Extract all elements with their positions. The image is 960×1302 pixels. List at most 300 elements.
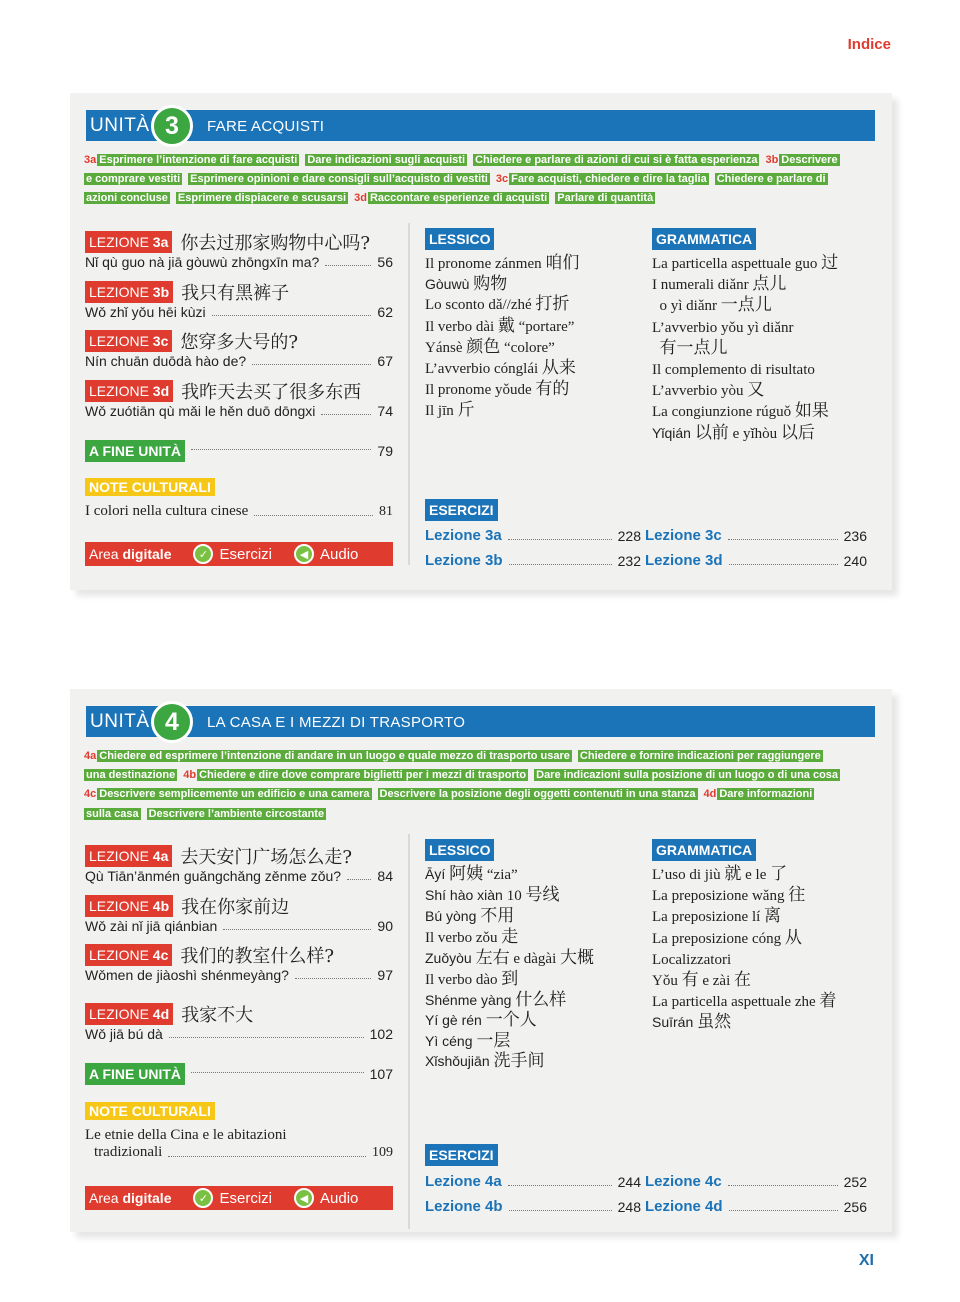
- lesson-code: 3c: [495, 173, 509, 186]
- grammatica-items: [652, 864, 836, 1033]
- esercizi-button[interactable]: [193, 1188, 272, 1208]
- fine-unita-entry[interactable]: [85, 440, 393, 462]
- esercizi-label: Esercizi: [219, 1189, 272, 1207]
- lesson-chinese-title: 我们的教室什么样?: [180, 946, 335, 967]
- term-text: La congiunzione rúguǒ: [652, 404, 795, 421]
- dot-leader: [508, 1185, 612, 1186]
- term-text: Āyí: [425, 866, 450, 882]
- area-digitale-label: [89, 546, 171, 562]
- note-culturali-tag: NOTE CULTURALI: [85, 478, 215, 496]
- objective-item: Descrivere la posizione degli oggetti contenuti in una stanza: [379, 788, 696, 801]
- objective-item: Esprimere opinioni e dare consigli sull’acquisto di vestiti: [190, 173, 488, 186]
- esercizi-lesson-label: Lezione 3c: [645, 527, 722, 544]
- lesson-tag: [85, 845, 172, 867]
- chinese-term: 阿姨: [449, 864, 484, 884]
- objective-item: Esprimere l’intenzione di fare acquisti: [99, 154, 298, 166]
- area-digitale-bar: [85, 1186, 393, 1210]
- note-text: tradizionali: [94, 1144, 163, 1160]
- term-text: Shénme yàng: [425, 992, 516, 1009]
- lesson-entry[interactable]: [85, 944, 393, 983]
- unit-title: FARE ACQUISTI: [207, 118, 325, 135]
- lesson-code: 3b: [765, 154, 779, 166]
- dot-leader: [295, 978, 372, 979]
- term-text: Xǐshǒujiān: [425, 1052, 494, 1069]
- objective-item: Descrivere semplicemente un edificio e una camera: [99, 788, 370, 801]
- objective-item: Raccontare esperienze di acquisti: [369, 192, 548, 205]
- esercizi-lesson-link[interactable]: [425, 522, 641, 544]
- lessico-item: [425, 948, 594, 969]
- objective-item: Parlare di quantità: [557, 192, 654, 205]
- esercizi-page: 240: [843, 553, 867, 569]
- lesson-tag: [85, 380, 173, 402]
- objectives-line: [84, 170, 879, 189]
- lesson-entry[interactable]: [85, 1003, 393, 1042]
- lesson-tag-prefix: LEZIONE: [89, 947, 153, 963]
- lesson-tag-prefix: LEZIONE: [89, 848, 153, 864]
- lesson-chinese-title: 你去过那家购物中心吗?: [180, 233, 371, 254]
- unit-header-band: [86, 110, 875, 141]
- esercizi-lesson-link[interactable]: [645, 1168, 867, 1190]
- grammatica-item: [652, 253, 838, 274]
- term-text: I numerali diǎnr: [652, 277, 753, 294]
- esercizi-lesson-label: Lezione 3a: [425, 527, 502, 544]
- unit-number-badge: 4: [151, 701, 193, 743]
- esercizi-lesson-label: Lezione 3b: [425, 552, 503, 569]
- term-text: Il verbo dào: [425, 972, 502, 989]
- lesson-tag-code: 4a: [152, 848, 169, 864]
- lesson-tag: [85, 281, 173, 303]
- lesson-title-row: [85, 330, 393, 352]
- lesson-pinyin-row: [85, 304, 393, 320]
- lessico: [425, 839, 594, 1071]
- lesson-tag-prefix: LEZIONE: [89, 284, 153, 300]
- fine-unita-page: 107: [369, 1066, 393, 1082]
- esercizi-page: 248: [617, 1199, 641, 1215]
- dot-leader: [728, 539, 838, 540]
- grammatica: [652, 228, 838, 444]
- grammatica-item: [652, 970, 836, 991]
- esercizi-lesson-link[interactable]: [645, 1193, 867, 1215]
- unit-3-card: [70, 93, 892, 590]
- area-digitale-bar: [85, 542, 393, 566]
- page-number: XI: [858, 1252, 874, 1269]
- grammatica-item: [652, 864, 836, 885]
- lesson-title-row: [85, 895, 393, 917]
- chinese-term: 就: [724, 864, 742, 884]
- note-culturali-page: 109: [372, 1145, 393, 1160]
- esercizi-page: 244: [617, 1174, 641, 1190]
- dot-leader: [508, 539, 612, 540]
- unit-header-band: [86, 706, 875, 737]
- note-culturali-line: [85, 1144, 393, 1161]
- index-header: Indice: [847, 36, 891, 53]
- term-text: Yì céng: [425, 1032, 477, 1049]
- grammatica-item: [652, 380, 838, 401]
- dot-leader: [509, 564, 612, 565]
- objective-item: e comprare vestiti: [86, 173, 181, 186]
- grammatica-item: [652, 1012, 836, 1032]
- objective-item: Dare indicazioni sugli acquisti: [307, 154, 466, 166]
- objective-item: Fare acquisti, chiedere e dire la taglia: [511, 173, 707, 186]
- lesson-tag-code: 3b: [152, 284, 170, 300]
- note-culturali-line: [85, 503, 393, 520]
- grammatica-item: [652, 991, 836, 1012]
- chinese-term: 斤: [457, 400, 475, 421]
- term-text: Il verbo zǒu: [425, 929, 502, 946]
- term-text: La preposizione cóng: [652, 930, 785, 947]
- objective-item: Dare indicazioni sulla posizione di un luogo o di una cosa: [536, 769, 839, 782]
- chinese-term: 有的: [535, 379, 570, 400]
- note-text: Le etnie della Cina e le abitazioni: [85, 1127, 287, 1143]
- lesson-code: 4d: [703, 788, 717, 801]
- checkmark-icon: ✓: [193, 1188, 213, 1208]
- grammatica-item: [652, 295, 838, 316]
- lessico-item: [425, 379, 579, 400]
- audio-label: Audio: [320, 545, 359, 563]
- lessico-items: [425, 253, 579, 422]
- note-culturali-tag: NOTE CULTURALI: [85, 1102, 215, 1120]
- term-text: Yí gè rén: [425, 1012, 486, 1029]
- lesson-page: 84: [377, 868, 393, 884]
- chinese-term: 走: [501, 926, 519, 947]
- term-text: Il verbo dài: [425, 318, 498, 335]
- chinese-term: 颜色: [466, 336, 501, 357]
- objective-item: Chiedere e parlare di azioni di cui si è fatta esperienza: [475, 154, 758, 166]
- grammatica-item: [652, 317, 838, 338]
- lessico-item: [425, 906, 594, 926]
- chinese-term: 从: [784, 927, 802, 948]
- lesson-title-row: [85, 380, 393, 402]
- audio-button[interactable]: [294, 1188, 358, 1208]
- chinese-term: 戴: [497, 315, 515, 336]
- area-digitale-label: [89, 1190, 171, 1206]
- esercizi-page: 252: [843, 1174, 867, 1190]
- column-divider: [408, 223, 410, 565]
- lesson-code: 4a: [84, 750, 97, 762]
- lesson-pinyin-row: [85, 918, 393, 934]
- term-text: Yǐqián: [652, 424, 695, 441]
- chinese-term: 到: [501, 969, 519, 990]
- term-text: Suīrán: [652, 1014, 698, 1031]
- lesson-title-row: [85, 231, 393, 253]
- lessico-items: [425, 864, 594, 1071]
- chinese-term: 洗手间: [493, 1050, 545, 1071]
- lesson-code: 4c: [84, 788, 97, 801]
- lesson-tag: [85, 330, 172, 352]
- term-text: e zài: [698, 973, 734, 990]
- grammatica: [652, 839, 836, 1033]
- unit-objectives: [84, 747, 879, 824]
- lesson-pinyin: Wǒ zuótiān qù mǎi le hěn duō dōngxi: [85, 403, 316, 419]
- lessico: [425, 228, 579, 422]
- lesson-pinyin-row: [85, 1026, 393, 1042]
- lesson-title-row: [85, 281, 393, 303]
- chinese-term: 过: [821, 253, 839, 273]
- chinese-term: 什么样: [515, 990, 567, 1011]
- lesson-entry[interactable]: [85, 231, 393, 270]
- unit-4-card: [70, 689, 892, 1232]
- chinese-term: 咱们: [545, 253, 580, 273]
- lesson-chinese-title: 我在你家前边: [181, 897, 290, 918]
- lesson-pinyin: Nǐ qù guo nà jiā gòuwù zhōngxīn ma?: [85, 254, 320, 270]
- objectives-line: [84, 747, 879, 766]
- chinese-term: 号线: [525, 885, 560, 906]
- lesson-page: 102: [369, 1026, 393, 1042]
- esercizi-lesson-link[interactable]: [645, 522, 867, 544]
- objective-item: Chiedere e dire dove comprare biglietti per i mezzi di trasporto: [199, 769, 527, 782]
- lesson-tag-prefix: LEZIONE: [89, 383, 153, 399]
- esercizi-lesson-link[interactable]: [645, 547, 867, 569]
- lesson-tag-prefix: LEZIONE: [89, 1006, 153, 1022]
- lesson-pinyin-row: [85, 403, 393, 419]
- lesson-page: 97: [377, 967, 393, 983]
- area-digitale-text: Area: [89, 546, 123, 562]
- esercizi-lesson-label: Lezione 4c: [645, 1173, 722, 1190]
- chinese-term: 打折: [535, 294, 570, 315]
- lessico-item: [425, 885, 594, 906]
- lesson-entry[interactable]: [85, 845, 393, 884]
- lessico-item: [425, 253, 579, 274]
- term-text: Bú yòng: [425, 908, 481, 925]
- lesson-entry[interactable]: [85, 380, 393, 419]
- chinese-term: 以后: [780, 422, 815, 443]
- speaker-icon: ◀: [294, 544, 314, 564]
- chinese-term: 着: [819, 991, 837, 1012]
- term-text: “colore”: [500, 339, 555, 356]
- chinese-term: 虽然: [697, 1012, 732, 1033]
- term-text: La particella aspettuale guo: [652, 256, 822, 272]
- term-text: Localizzatori: [652, 951, 732, 968]
- lessico-item: [425, 864, 594, 885]
- lesson-tag: [85, 944, 172, 966]
- area-digitale-text: Area: [89, 1190, 123, 1206]
- checkmark-icon: ✓: [193, 544, 213, 564]
- objective-item: una destinazione: [86, 769, 176, 782]
- column-divider: [408, 834, 410, 1229]
- chinese-term: 点儿: [752, 274, 787, 295]
- esercizi-page: 236: [843, 528, 867, 544]
- lesson-chinese-title: 我只有黑裤子: [181, 283, 290, 304]
- esercizi-lesson-link[interactable]: [425, 547, 641, 569]
- chinese-term: 购物: [473, 274, 508, 295]
- objectives-line: [84, 805, 879, 824]
- term-text: Il complemento di risultato: [652, 362, 815, 379]
- lesson-tag: [85, 1003, 173, 1025]
- unit-number-badge: 3: [151, 105, 193, 147]
- fine-unita-tag: A FINE UNITÀ: [85, 1063, 185, 1085]
- grammatica-item: [652, 359, 838, 380]
- objectives-line: [84, 785, 879, 804]
- lesson-tag-code: 4b: [152, 898, 170, 914]
- lesson-chinese-title: 去天安门广场怎么走?: [180, 847, 353, 868]
- fine-unita-tag: A FINE UNITÀ: [85, 440, 185, 462]
- note-culturali-line: [85, 1127, 393, 1144]
- term-text: L’avverbio yòu: [652, 383, 748, 400]
- esercizi-lesson-link[interactable]: [425, 1193, 641, 1215]
- grammatica-item: [652, 338, 838, 359]
- chinese-term: 以前: [694, 422, 729, 443]
- lessico-item: [425, 969, 594, 990]
- lesson-tag-code: 3a: [152, 234, 169, 250]
- esercizi-button[interactable]: [193, 544, 272, 564]
- objective-item: Esprimere dispiacere e scusarsi: [177, 192, 347, 205]
- dot-leader: [347, 879, 371, 880]
- objectives-line: [84, 189, 879, 208]
- term-text: L’avverbio cónglái: [425, 361, 542, 378]
- note-culturali-page: 81: [379, 504, 393, 519]
- objective-item: sulla casa: [86, 807, 139, 820]
- term-text: e dàgài: [509, 950, 560, 967]
- lesson-tag-code: 3c: [152, 333, 169, 349]
- dot-leader: [509, 1210, 612, 1211]
- term-text: La preposizione wǎng: [652, 888, 789, 905]
- lesson-entry[interactable]: [85, 895, 393, 934]
- lessico-item: [425, 990, 594, 1010]
- grammatica-item: [652, 423, 838, 444]
- lesson-tag: [85, 895, 173, 917]
- lesson-page: 67: [377, 353, 393, 369]
- esercizi-page: 228: [617, 528, 641, 544]
- grammatica-item: [652, 928, 836, 949]
- term-text: “zia”: [483, 867, 518, 883]
- chinese-term: 不用: [480, 906, 515, 927]
- note-text: I colori nella cultura cinese: [85, 503, 249, 519]
- esercizi-lesson-label: Lezione 4b: [425, 1198, 503, 1215]
- dot-leader: [223, 929, 371, 930]
- term-text: Il pronome yǒude: [425, 382, 536, 399]
- grammatica-tag: GRAMMATICA: [652, 839, 756, 861]
- lessico-item: [425, 294, 579, 315]
- note-culturali-entry[interactable]: [85, 477, 393, 520]
- lessico-item: [425, 358, 579, 379]
- lesson-chinese-title: 我家不大: [181, 1005, 254, 1026]
- objectives-line: [84, 766, 879, 785]
- term-text: Gòuwù: [425, 276, 474, 293]
- esercizi-page: 232: [617, 553, 641, 569]
- audio-button[interactable]: [294, 544, 358, 564]
- lesson-code: 3d: [354, 192, 367, 205]
- dot-leader: [728, 1185, 838, 1186]
- chinese-term: 一点儿: [720, 295, 772, 316]
- lesson-page: 74: [377, 403, 393, 419]
- dot-leader: [254, 515, 373, 516]
- esercizi-page: 256: [843, 1199, 867, 1215]
- lesson-tag-prefix: LEZIONE: [89, 898, 153, 914]
- lesson-code: 3a: [84, 154, 97, 166]
- lesson-page: 90: [377, 918, 393, 934]
- lesson-entry[interactable]: [85, 281, 393, 320]
- objective-item: Chiedere ed esprimere l’intenzione di andare in un luogo e quale mezzo di trasporto usare: [99, 750, 570, 762]
- grammatica-items: [652, 253, 838, 444]
- lessico-item: [425, 927, 594, 948]
- objective-item: Dare informazioni: [719, 788, 813, 801]
- lesson-pinyin: Wǒ zhǐ yǒu hēi kùzi: [85, 304, 206, 320]
- objective-item: Chiedere e parlare di: [716, 173, 826, 186]
- dot-leader: [191, 449, 371, 450]
- lesson-tag-code: 4d: [152, 1006, 170, 1022]
- lesson-tag-code: 4c: [152, 947, 169, 963]
- esercizi-label: Esercizi: [219, 545, 272, 563]
- lesson-tag-code: 3d: [152, 383, 170, 399]
- unit-title: LA CASA E I MEZZI DI TRASPORTO: [207, 714, 466, 731]
- lesson-chinese-title: 您穿多大号的?: [180, 332, 299, 353]
- chinese-term: 一层: [476, 1030, 511, 1051]
- fine-unita-page: 79: [377, 443, 393, 459]
- lesson-entry[interactable]: [85, 330, 393, 369]
- dot-leader: [168, 1156, 366, 1157]
- lesson-tag-prefix: LEZIONE: [89, 333, 153, 349]
- lessico-item: [425, 400, 579, 421]
- term-text: Yǒu: [652, 973, 682, 990]
- chinese-term: 一个人: [485, 1010, 537, 1031]
- lesson-pinyin: Wǒmen de jiàoshì shénmeyàng?: [85, 967, 289, 983]
- unit-label: UNITÀ: [90, 711, 150, 732]
- dot-leader: [325, 265, 371, 266]
- lesson-page: 62: [377, 304, 393, 320]
- objectives-line: [84, 151, 879, 170]
- lesson-title-row: [85, 944, 393, 966]
- note-culturali-entry[interactable]: [85, 1101, 393, 1161]
- term-text: o yì diǎnr: [652, 298, 721, 315]
- chinese-term: 往: [788, 885, 806, 906]
- lesson-pinyin: Nín chuān duōdà hào de?: [85, 353, 247, 369]
- fine-unita-entry[interactable]: [85, 1063, 393, 1085]
- chinese-term: 左右: [475, 947, 510, 968]
- unit-label: UNITÀ: [90, 115, 150, 136]
- term-text: 10: [506, 888, 526, 905]
- objective-item: Descrivere l’ambiente circostante: [148, 807, 325, 820]
- esercizi-lesson-link[interactable]: [425, 1168, 641, 1190]
- lesson-pinyin: Wǒ jiā bú dà: [85, 1026, 163, 1042]
- grammatica-tag: GRAMMATICA: [652, 228, 756, 250]
- lessico-item: [425, 316, 579, 337]
- dot-leader: [321, 414, 371, 415]
- chinese-term: 在: [733, 970, 751, 991]
- lesson-title-row: [85, 1003, 393, 1025]
- audio-label: Audio: [320, 1189, 359, 1207]
- lesson-pinyin: Wǒ zài nǐ jiā qiánbian: [85, 918, 218, 934]
- lesson-pinyin: Qù Tiān’ānmén guǎngchǎng zěnme zǒu?: [85, 868, 342, 884]
- term-text: Il pronome zánmen: [425, 256, 546, 272]
- lesson-page: 56: [377, 254, 393, 270]
- grammatica-item: [652, 274, 838, 295]
- dot-leader: [191, 1072, 364, 1073]
- term-text: e yǐhòu: [728, 425, 781, 442]
- lesson-pinyin-row: [85, 353, 393, 369]
- grammatica-item: [652, 885, 836, 906]
- dot-leader: [169, 1037, 364, 1038]
- dot-leader: [212, 315, 372, 316]
- speaker-icon: ◀: [294, 1188, 314, 1208]
- dot-leader: [729, 1210, 838, 1211]
- term-text: L’uso di jiù: [652, 867, 725, 883]
- lessico-item: [425, 1051, 594, 1071]
- lesson-pinyin-row: [85, 254, 393, 270]
- esercizi-lesson-label: Lezione 4a: [425, 1173, 502, 1190]
- unit-objectives: [84, 151, 879, 209]
- chinese-term: 有: [681, 970, 699, 991]
- grammatica-item: [652, 401, 838, 422]
- esercizi-lesson-label: Lezione 3d: [645, 552, 723, 569]
- lesson-tag: [85, 231, 172, 253]
- term-text: Lo sconto dǎ//zhé: [425, 297, 536, 314]
- chinese-term: 大概: [559, 947, 594, 968]
- esercizi-section-tag: ESERCIZI: [425, 499, 498, 521]
- lesson-title-row: [85, 845, 393, 867]
- chinese-term: 了: [770, 864, 788, 884]
- grammatica-item: [652, 906, 836, 927]
- dot-leader: [729, 564, 838, 565]
